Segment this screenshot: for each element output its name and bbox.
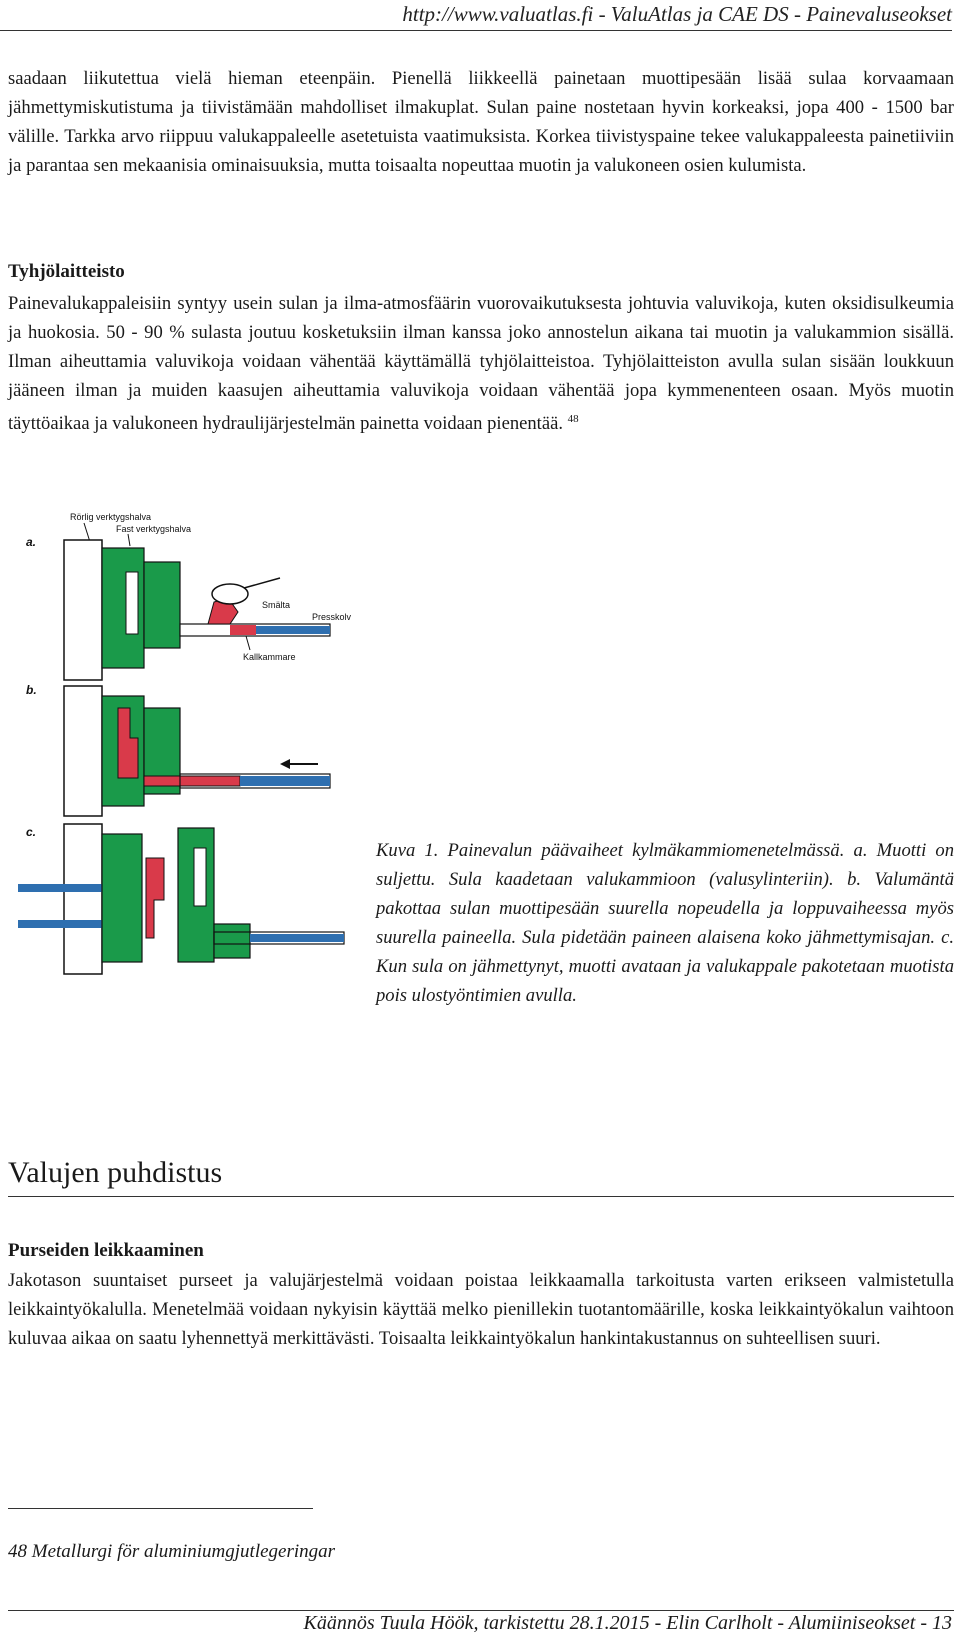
footnote-48: 48 Metallurgi för aluminiumgjutlegeringar [8,1541,336,1562]
label-cold-chamber: Kallkammare [243,652,296,662]
label-plunger: Presskolv [312,612,352,622]
vacuum-paragraph [8,289,954,438]
die-casting-figure [18,512,370,988]
footer-divider [8,1610,954,1611]
page-footer: Käännös Tuula Höök, tarkistettu 28.1.2015 - Elin Carlholt - Alumiiniseokset - 13 [303,1612,952,1634]
subheading-deburring: Purseiden leikkaaminen [8,1240,204,1261]
stage-a-diagram [64,540,352,680]
stage-c-diagram [18,824,344,974]
section-heading-cleaning: Valujen puhdistus [8,1156,954,1197]
footnote-divider [8,1508,313,1509]
figure-caption: Kuva 1. Painevalun päävaiheet kylmäkammiomenetelmässä. a. Muotti on suljettu. Sula kaadetaan valukammioon (valusylinteriin). b. Valumäntä pakottaa sulan muottipesään suurella nopeudella ja loppuvaiheessa myös suurella paineella. Sula pidetään paineen alaisena koko jähmettymisajan. c. Kun sula on jähmettynyt, muotti avataan ja valukappale pakotetaan muotista pois ulostyöntimien avulla. [376,840,954,1006]
page-header: http://www.valuatlas.fi - ValuAtlas ja CAE DS - Painevaluseokset [0,2,952,31]
figure-label-b: b. [26,683,37,697]
figure-label-a: a. [26,535,37,549]
stage-b-diagram [64,686,330,816]
label-melt: Smälta [262,600,291,610]
vacuum-paragraph-text: Painevalukappaleisiin syntyy usein sulan ja ilma-atmosfäärin vuorovaikutuksesta johtuvia valuvikoja, kuten oksidisulkeumia ja huokosia. 50 - 90 % sulasta joutuu kosketuksiin ilman kanssa joko annostelun aikana tai muotin ja valukammion sisällä. Ilman aiheuttamia valuvikoja voidaan vähentää käyttämällä tyhjölaitteistoa. Tyhjölaitteiston avulla sulan sisään loukkuun jääneen ilman ja muiden kaasujen aiheuttamia valuvikoja voidaan vähentää jopa kymmenenteen osaan. Myös muotin täyttöaikaa ja valukoneen hydraulijärjestelmän painetta voidaan pienentää. [8,293,954,435]
figure-label-c: c. [26,825,37,839]
intro-paragraph: saadaan liikutettua vielä hieman eteenpäin. Pienellä liikkeellä painetaan muottipesään lisää sulaa korvaamaan jähmettymiskutistuma ja tiivistämään mahdolliset ilmakuplat. Sulan paine nostetaan hyvin korkeaksi, jopa 400 - 1500 bar välille. Tarkka arvo riippuu valukappaleelle asetetuista vaatimuksista. Korkea tiivistyspaine tekee valukappaleesta painetiiviin ja parantaa sen mekaanisia ominaisuuksia, mutta toisaalta nopeuttaa muotin ja valukoneen osien kulumista. [8,68,954,176]
label-fixed-half: Fast verktygshalva [116,524,192,534]
footnote-reference[interactable]: 48 [567,413,579,425]
deburring-paragraph: Jakotason suuntaiset purseet ja valujärjestelmä voidaan poistaa leikkaamalla tarkoitusta varten erikseen valmistetulla leikkaintyökalulla. Menetelmää voidaan nykyisin käyttää melko pienillekin tuotantomäärille, koska leikkaintyökalun vaihtoon kuluvaa aikaa on saatu lyhennettyä merkittävästi. Toisaalta leikkaintyökalun hankintakustannus on suhteellisen suuri. [8,1270,954,1349]
label-movable-half: Rörlig verktygshalva [70,512,152,522]
section-heading-vacuum: Tyhjölaitteisto [8,261,125,282]
